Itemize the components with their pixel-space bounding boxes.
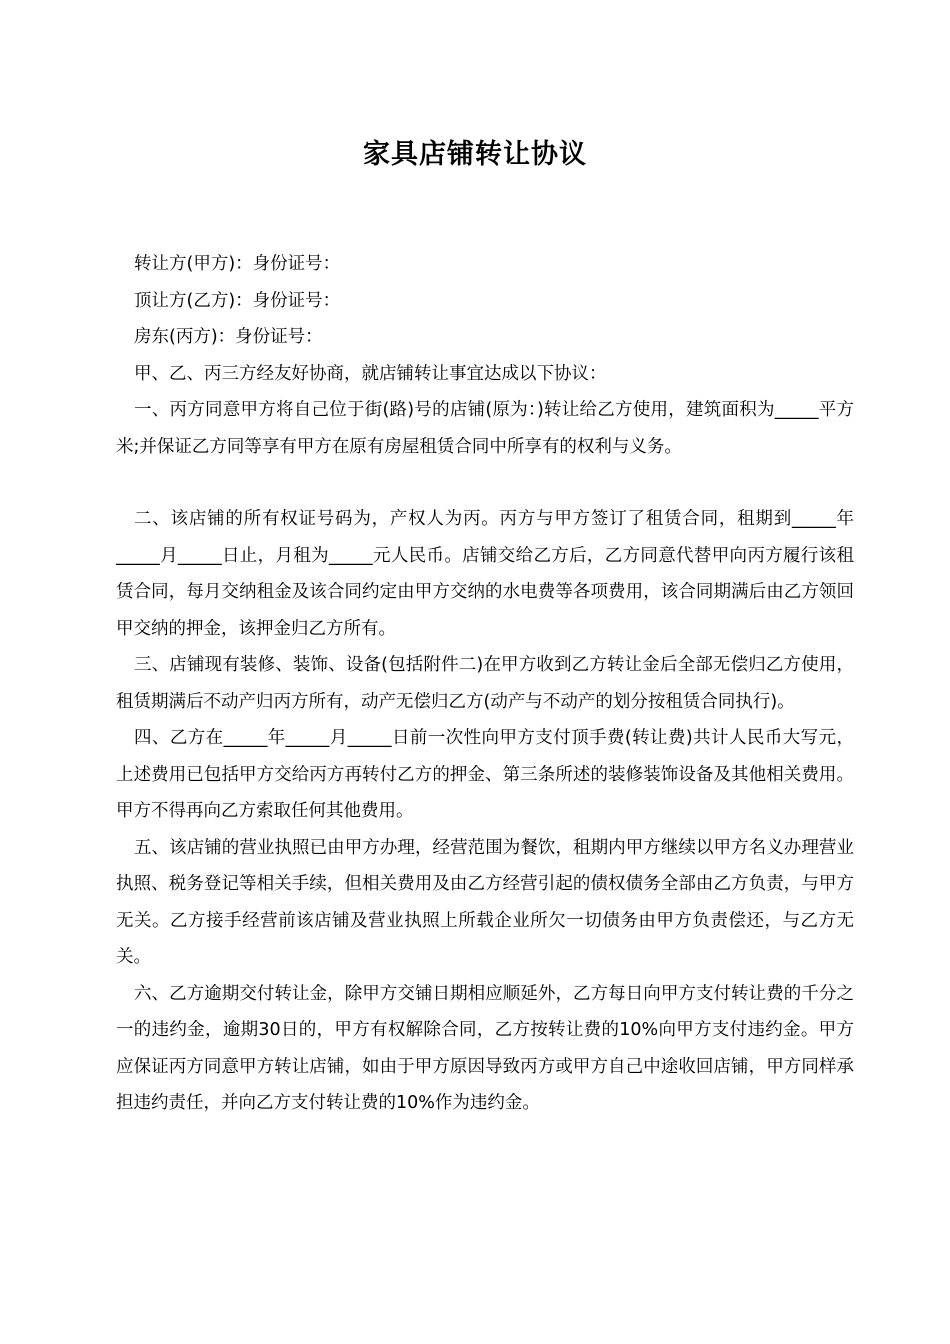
clause-1: 一、丙方同意甲方将自己位于街(路)号的店铺(原为：)转让给乙方使用，建筑面积为_____平方米;并保证乙方同等享有甲方在原有房屋租赁合同中所享有的权利与义务。 [116, 400, 854, 457]
clause-6: 六、乙方逾期交付转让金，除甲方交铺日期相应顺延外，乙方每日向甲方支付转让费的千分之一的违约金，逾期30日的，甲方有权解除合同，乙方按转让费的10%向甲方支付违约金。甲方应保证丙方同意甲方转让店铺，如由于甲方原因导致丙方或甲方自己中途收回店铺，甲方同样承担违约责任，并向乙方支付转让费的10%作为违约金。 [116, 983, 854, 1113]
party-transferor: 转让方(甲方)：身份证号： [134, 254, 341, 274]
intro-paragraph: 甲、乙、丙三方经友好协商，就店铺转让事宜达成以下协议： [134, 363, 607, 384]
party-transferee: 顶让方(乙方)：身份证号： [134, 290, 341, 311]
clause-4: 四、乙方在_____年_____月_____日前一次性向甲方支付顶手费(转让费)共计人民币大写元，上述费用已包括甲方交给丙方再转付乙方的押金、第三条所述的装修装饰设备及其他相关费用。甲方不得再向乙方索取任何其他费用。 [116, 728, 854, 821]
paragraph-gap [116, 465, 854, 501]
clause-5: 五、该店铺的营业执照已由甲方办理，经营范围为餐饮，租期内甲方继续以甲方名义办理营业执照、税务登记等相关手续，但相关费用及由乙方经营引起的债权债务全部由乙方负责，与甲方无关。乙方接手经营前该店铺及营业执照上所载企业所欠一切债务由甲方负责偿还，与乙方无关。 [116, 837, 854, 967]
clause-3: 三、店铺现有装修、装饰、设备(包括附件二)在甲方收到乙方转让金后全部无偿归乙方使用，租赁期满后不动产归丙方所有，动产无偿归乙方(动产与不动产的划分按租赁合同执行)。 [116, 655, 854, 712]
document-title: 家具店铺转让协议 [363, 139, 587, 170]
party-landlord: 房东(丙方)：身份证号： [134, 327, 323, 347]
clause-2: 二、该店铺的所有权证号码为，产权人为丙。丙方与甲方签订了租赁合同，租期到_____年_____月_____日止，月租为_____元人民币。店铺交给乙方后，乙方同意代替甲向丙方履行该租赁合同，每月交纳租金及该合同约定由甲方交纳的水电费等各项费用，该合同期满后由乙方领回甲交纳的押金，该押金归乙方所有。 [116, 509, 854, 639]
document-body [116, 246, 854, 1122]
